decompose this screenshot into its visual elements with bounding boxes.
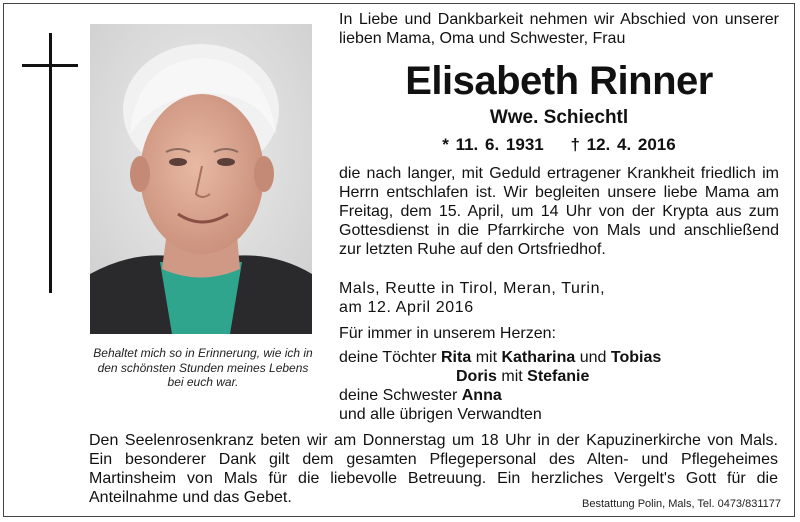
funeral-text: die nach langer, mit Geduld ertragener Krankheit friedlich im Herrn entschlafen ist. Wir begleiten unsere liebe Mama am Freitag, dem 15. April, um 14 Uhr von der Krypta aus zum Gottesdienst in die Pfarrkirche von Mals und anschließend zur letzten Ruhe auf den Ortsfriedhof. [339, 165, 779, 258]
closing-text: Den Seelenrosenkranz beten wir am Donnerstag um 18 Uhr in der Kapuzinerkirche von Mals. Ein besonderer Dank gilt dem gesamten Pflegepersonal des Alten- und Pflegeheimes Martinsheim von Mals für die liebevolle Betreuung. Ein herzliches Vergelt's Gott für die Anteilnahme und das Gebet. [89, 432, 778, 506]
sister-anna: Anna [461, 387, 502, 404]
photo-caption: Behaltet mich so in Erinnerung, wie ich in den schönsten Stunden meines Lebens bei euch war. [93, 346, 313, 389]
birth-date: * 11. 6. 1931 [442, 135, 544, 154]
family-line-sister: deine Schwester Anna [339, 387, 502, 404]
maiden-name: Wwe. Schiechtl [489, 107, 629, 128]
family-line-others: und alle übrigen Verwandten [339, 406, 542, 423]
life-dates [339, 134, 779, 156]
family-line-daughters: deine Töchter Rita mit Katharina und Tobias [339, 349, 662, 366]
daughter-doris: Doris [456, 368, 497, 385]
funeral-home-credit: Bestattung Polin, Mals, Tel. 0473/831177 [582, 498, 781, 510]
place-date [339, 279, 779, 317]
deceased-name: Elisabeth Rinner [405, 59, 713, 103]
forever-line: Für immer in unserem Herzen: [339, 325, 556, 342]
grandchild-tobias: Tobias [610, 349, 662, 366]
death-date: † 12. 4. 2016 [570, 135, 676, 154]
date-line: am 12. April 2016 [339, 299, 474, 316]
place-line: Mals, Reutte in Tirol, Meran, Turin, [339, 280, 606, 297]
grandchild-stefanie: Stefanie [527, 368, 590, 385]
family-line-doris: Doris mit Stefanie [456, 368, 590, 385]
portrait-photo [90, 24, 312, 334]
daughter-rita: Rita [441, 349, 472, 366]
intro-text: In Liebe und Dankbarkeit nehmen wir Abschied von unserer lieben Mama, Oma und Schwester, Frau [339, 11, 779, 47]
grandchild-katharina: Katharina [501, 349, 576, 366]
